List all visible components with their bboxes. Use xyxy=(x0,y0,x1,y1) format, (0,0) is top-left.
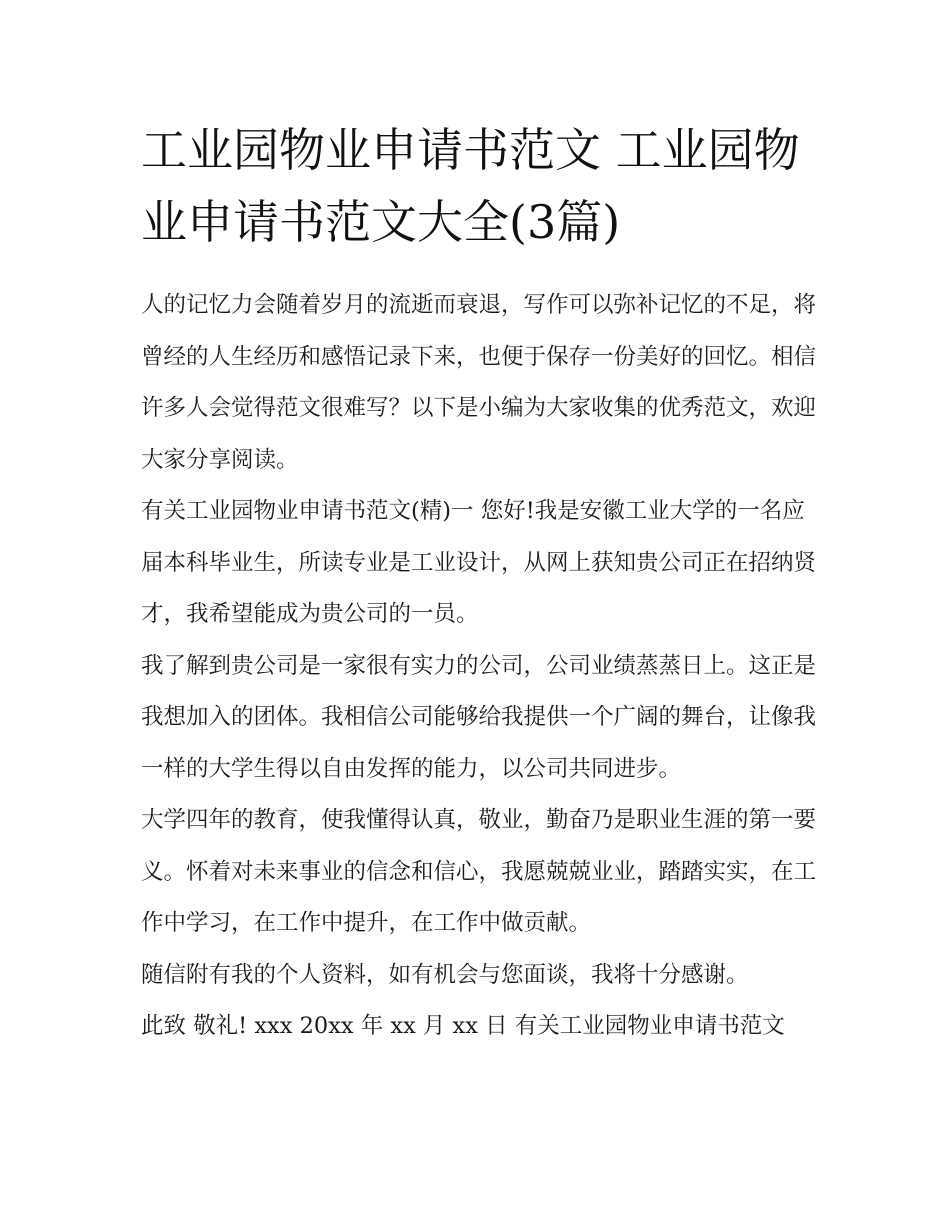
paragraph-company: 我了解到贵公司是一家很有实力的公司，公司业绩蒸蒸日上。这正是我想加入的团体。我相信公司能够给我提供一个广阔的舞台，让像我一样的大学生得以自由发挥的能力，以公司共同进步。 xyxy=(141,652,817,782)
paragraph-closing: 此致 敬礼! xxx 20xx 年 xx 月 xx 日 有关工业园物业申请书范文 xyxy=(141,1013,785,1039)
paragraph-attachment: 随信附有我的个人资料，如有机会与您面谈，我将十分感谢。 xyxy=(141,961,749,988)
document-title: 工业园物业申请书范文 工业园物业申请书范文大全(3篇) xyxy=(141,123,800,249)
paragraph-greeting: 有关工业园物业申请书范文(精)一 您好!我是安徽工业大学的一名应届本科毕业生，所读专业是工业设计，从网上获知贵公司正在招纳贤才，我希望能成为贵公司的一员。 xyxy=(141,498,817,627)
paragraph-education: 大学四年的教育，使我懂得认真，敬业，勤奋乃是职业生涯的第一要义。怀着对未来事业的信念和信心，我愿兢兢业业，踏踏实实，在工作中学习，在工作中提升，在工作中做贡献。 xyxy=(141,807,817,936)
paragraph-intro: 人的记忆力会随着岁月的流逝而衰退，写作可以弥补记忆的不足，将曾经的人生经历和感悟记录下来，也便于保存一份美好的回忆。相信许多人会觉得范文很难写？以下是小编为大家收集的优秀范文，欢迎大家分享阅读。 xyxy=(141,292,817,473)
document-body xyxy=(141,280,821,1053)
